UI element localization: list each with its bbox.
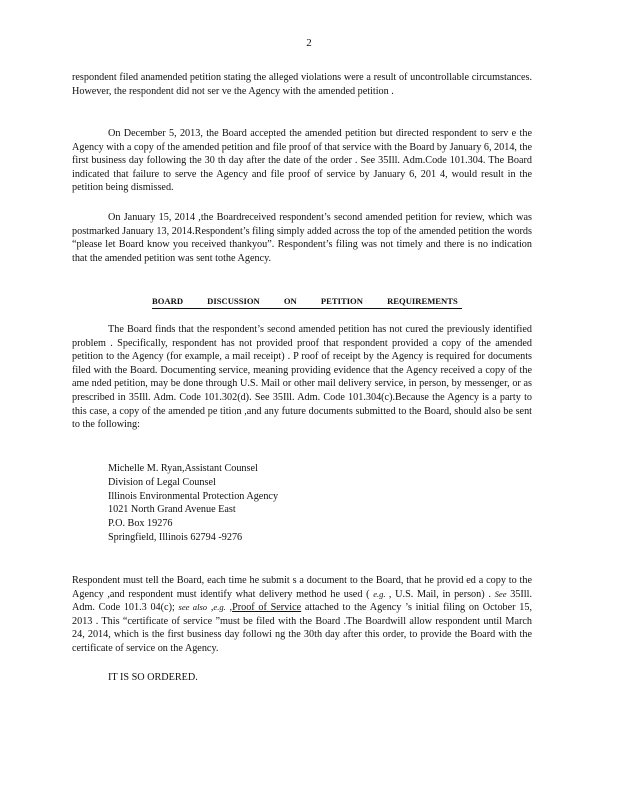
address-line: Springfield, Illinois 62794 -9276	[108, 531, 243, 543]
text-run: ,	[225, 602, 233, 614]
paragraph-2-text: On December 5, 2013, the Board accepted the amended petition but directed respondent to serv e the Agency with a copy of the amended petition and file proof of that service with the Board by January 6, 2014, the first business day following the 30 th day after the date of the order . See 35Ill. Adm.Code 101.304. The Board indicated that failure to serve the Agency and file proof of service by January 6, 201 4, would result in the petition being dismissed.	[72, 128, 532, 194]
italic-run: e.g.	[213, 602, 226, 613]
paragraph-4	[72, 323, 532, 432]
paragraph-3-text: On January 15, 2014 ,the Boardreceived respondent’s second amended petition for review, which was postmarked January 13, 2014.Respondent’s filing simply added across the top of the amended petition the words “please let Board know you received thankyou”. Respondent’s filing was not timely and there is no indication that the amended petition was sent tothe Agency.	[72, 212, 532, 264]
section-heading: BOARD DISCUSSION ON PETITION REQUIREMENTS	[152, 296, 462, 309]
address-line: Illinois Environmental Protection Agency	[108, 490, 279, 502]
agency-address-block	[108, 462, 278, 545]
paragraph-5-text	[72, 574, 532, 656]
text-run: attached to the Agency ’s initial filing on October 15, 2013 . This “certificate of service ”must be filed with the Board .The Boardwill allow respondent until March 24, 2014, which is the first business day followi ng the 30th day after this order, to provide the Board with the certificate of service on the Agency.	[72, 602, 533, 654]
paragraph-3	[72, 211, 532, 265]
paragraph-1-text: respondent filed anamended petition stating the alleged violations were a result of uncontrollable circumstances. However, the respondent did not ser ve the Agency with the amended petition .	[72, 72, 532, 97]
text-run: Respondent must tell the Board, each time he submit s a document to the Board, that he provid ed a copy to the Agency ,and respondent must identify what delivery method he used (	[72, 575, 532, 600]
text-run: , U.S. Mail, in person) .	[388, 588, 495, 600]
paragraph-2	[72, 127, 532, 195]
address-line: Michelle M. Ryan,Assistant Counsel	[108, 463, 258, 474]
italic-run: see also	[178, 602, 208, 613]
address-line: 1021 North Grand Avenue East	[108, 504, 236, 516]
address-line: P.O. Box 19276	[108, 518, 173, 530]
page-number: 2	[306, 37, 312, 49]
paragraph-1	[72, 71, 532, 98]
italic-run: e.g.	[373, 588, 389, 599]
text-run: ,	[207, 602, 214, 614]
paragraph-5	[72, 574, 532, 656]
paragraph-4-text: The Board finds that the respondent’s second amended petition has not cured the previously identified problem . Specifically, respondent has not provided proof that respondent provided a copy of the amended petition to the Agency (for example, a mail receipt) . P roof of receipt by the Agency is required for documents filed with the Board. Documenting service, meaning providing evidence that the Agency received a copy of the ame nded petition, may be done through U.S. Mail or other mail delivery service, in person, by messenger, or as prescribed in 35Ill. Adm. Code 101.302(d). See 35Ill. Adm. Code 101.304(c).Because the Agency is a party to this case, a copy of the amended pe tition ,and any future documents submitted to the Board, should also be sent to the following:	[72, 324, 532, 431]
address-line: Division of Legal Counsel	[108, 476, 216, 488]
text-run: 35Ill. Adm. Code 101.3 04(c);	[72, 588, 532, 614]
italic-run: See	[494, 588, 507, 599]
underlined-run: Proof of Service	[232, 602, 302, 614]
closing-order: IT IS SO ORDERED.	[108, 672, 198, 683]
